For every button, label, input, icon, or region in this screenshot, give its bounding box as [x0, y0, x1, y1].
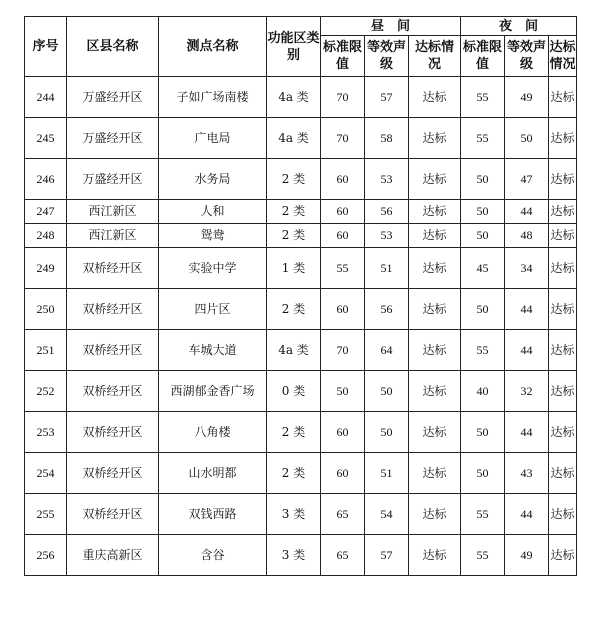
- cell-zone: 2 类: [267, 159, 321, 200]
- cell-district: [67, 330, 159, 371]
- cell-site: [159, 200, 267, 224]
- cell-day-standard: 70: [321, 330, 365, 371]
- cell-seq: 254: [25, 453, 67, 494]
- cell-site-text: 人和: [200, 204, 225, 218]
- cell-site-text: 车城大道: [188, 342, 237, 357]
- cell-site: [159, 371, 267, 412]
- cell-seq: 256: [25, 535, 67, 576]
- cell-district-text: 双桥经开区: [82, 301, 143, 316]
- header-day-status: 达标情况: [409, 36, 461, 77]
- cell-district-text: 双桥经开区: [82, 260, 143, 275]
- cell-night-level: 44: [505, 200, 549, 224]
- header-day-standard: 标准限值: [321, 36, 365, 77]
- cell-district: [67, 118, 159, 159]
- cell-day-standard: 60: [321, 159, 365, 200]
- cell-night-level: 44: [505, 289, 549, 330]
- noise-monitoring-table: [24, 16, 577, 576]
- cell-night-standard: 55: [461, 118, 505, 159]
- cell-day-standard: 60: [321, 200, 365, 224]
- cell-district: [67, 200, 159, 224]
- cell-night-status: 达标: [549, 453, 577, 494]
- cell-seq: 247: [25, 200, 67, 224]
- cell-district: [67, 77, 159, 118]
- cell-site: [159, 412, 267, 453]
- cell-day-status: 达标: [409, 535, 461, 576]
- cell-site: [159, 330, 267, 371]
- cell-night-level: 49: [505, 535, 549, 576]
- cell-district-text: 万盛经开区: [82, 130, 143, 145]
- cell-district-text: 西江新区: [88, 228, 137, 242]
- cell-district-text: 重庆高新区: [82, 547, 143, 562]
- cell-site-text: 广电局: [194, 130, 231, 145]
- cell-day-status: 达标: [409, 200, 461, 224]
- cell-day-status: 达标: [409, 289, 461, 330]
- cell-zone: 2 类: [267, 453, 321, 494]
- cell-night-status: 达标: [549, 371, 577, 412]
- table-row: [25, 453, 577, 494]
- cell-site: [159, 118, 267, 159]
- cell-site: [159, 289, 267, 330]
- cell-district-text: 西江新区: [88, 204, 137, 218]
- cell-night-level: 48: [505, 224, 549, 248]
- cell-site: [159, 453, 267, 494]
- cell-zone: 1 类: [267, 248, 321, 289]
- cell-day-status: 达标: [409, 224, 461, 248]
- cell-night-status: 达标: [549, 289, 577, 330]
- cell-day-status: 达标: [409, 412, 461, 453]
- cell-site-text: 实验中学: [188, 260, 237, 275]
- cell-night-level: 50: [505, 118, 549, 159]
- cell-zone: 2 类: [267, 412, 321, 453]
- cell-night-level: 43: [505, 453, 549, 494]
- cell-district-text: 双桥经开区: [82, 383, 143, 398]
- cell-night-standard: 50: [461, 224, 505, 248]
- cell-district-text: 双桥经开区: [82, 506, 143, 521]
- cell-day-standard: 70: [321, 118, 365, 159]
- table-row: [25, 224, 577, 248]
- header-night-level: 等效声级: [505, 36, 549, 77]
- cell-seq: 245: [25, 118, 67, 159]
- cell-day-level: 50: [365, 371, 409, 412]
- cell-zone: 4a 类: [267, 330, 321, 371]
- cell-day-standard: 65: [321, 535, 365, 576]
- cell-night-status: 达标: [549, 159, 577, 200]
- header-district: 区县名称: [67, 17, 159, 77]
- cell-site: [159, 494, 267, 535]
- header-night-standard: 标准限值: [461, 36, 505, 77]
- cell-night-status: 达标: [549, 200, 577, 224]
- table-row: [25, 118, 577, 159]
- cell-site: [159, 159, 267, 200]
- cell-district: [67, 224, 159, 248]
- cell-site-text: 山水明都: [188, 465, 237, 480]
- cell-district-text: 双桥经开区: [82, 342, 143, 357]
- cell-day-level: 58: [365, 118, 409, 159]
- cell-night-standard: 50: [461, 453, 505, 494]
- header-day: 昼 间: [321, 17, 461, 36]
- cell-zone: 2 类: [267, 200, 321, 224]
- cell-seq: 255: [25, 494, 67, 535]
- cell-zone: 4a 类: [267, 118, 321, 159]
- cell-day-standard: 60: [321, 224, 365, 248]
- cell-night-level: 47: [505, 159, 549, 200]
- cell-seq: 252: [25, 371, 67, 412]
- cell-night-status: 达标: [549, 412, 577, 453]
- cell-night-standard: 50: [461, 412, 505, 453]
- cell-day-status: 达标: [409, 248, 461, 289]
- cell-day-status: 达标: [409, 77, 461, 118]
- cell-day-standard: 60: [321, 412, 365, 453]
- cell-night-standard: 55: [461, 77, 505, 118]
- cell-district-text: 双桥经开区: [82, 465, 143, 480]
- cell-zone: 2 类: [267, 289, 321, 330]
- cell-night-status: 达标: [549, 224, 577, 248]
- cell-district: [67, 535, 159, 576]
- cell-day-standard: 70: [321, 77, 365, 118]
- table-row: [25, 77, 577, 118]
- cell-night-status: 达标: [549, 494, 577, 535]
- cell-district-text: 双桥经开区: [82, 424, 143, 439]
- cell-night-standard: 50: [461, 159, 505, 200]
- cell-zone: 3 类: [267, 535, 321, 576]
- cell-district-text: 万盛经开区: [82, 171, 143, 186]
- cell-day-status: 达标: [409, 494, 461, 535]
- table-row: [25, 494, 577, 535]
- cell-seq: 249: [25, 248, 67, 289]
- cell-night-level: 44: [505, 330, 549, 371]
- cell-day-level: 53: [365, 224, 409, 248]
- cell-day-level: 64: [365, 330, 409, 371]
- cell-zone: 4a 类: [267, 77, 321, 118]
- cell-seq: 253: [25, 412, 67, 453]
- cell-night-level: 32: [505, 371, 549, 412]
- cell-night-status: 达标: [549, 118, 577, 159]
- cell-district: [67, 289, 159, 330]
- cell-day-status: 达标: [409, 371, 461, 412]
- header-row-1: [25, 17, 577, 36]
- cell-site: [159, 535, 267, 576]
- cell-night-status: 达标: [549, 248, 577, 289]
- header-site: 测点名称: [159, 17, 267, 77]
- header-zone: 功能区类别: [267, 17, 321, 77]
- cell-night-level: 44: [505, 494, 549, 535]
- table-row: [25, 289, 577, 330]
- table-row: [25, 248, 577, 289]
- cell-day-level: 56: [365, 289, 409, 330]
- cell-day-level: 53: [365, 159, 409, 200]
- cell-night-level: 34: [505, 248, 549, 289]
- cell-district: [67, 453, 159, 494]
- cell-day-level: 51: [365, 453, 409, 494]
- cell-day-standard: 50: [321, 371, 365, 412]
- cell-district: [67, 494, 159, 535]
- cell-site: [159, 77, 267, 118]
- cell-site-text: 水务局: [194, 171, 231, 186]
- header-night-status: 达标情况: [549, 36, 577, 77]
- cell-day-standard: 60: [321, 453, 365, 494]
- table-row: [25, 371, 577, 412]
- cell-night-level: 49: [505, 77, 549, 118]
- cell-day-standard: 60: [321, 289, 365, 330]
- cell-zone: 3 类: [267, 494, 321, 535]
- cell-site-text: 鸳鸯: [200, 228, 225, 242]
- cell-day-status: 达标: [409, 453, 461, 494]
- cell-district: [67, 159, 159, 200]
- cell-night-level: 44: [505, 412, 549, 453]
- cell-district: [67, 248, 159, 289]
- cell-day-level: 56: [365, 200, 409, 224]
- cell-seq: 251: [25, 330, 67, 371]
- cell-day-level: 51: [365, 248, 409, 289]
- cell-night-status: 达标: [549, 535, 577, 576]
- cell-site-text: 子如广场南楼: [176, 89, 249, 104]
- cell-day-level: 50: [365, 412, 409, 453]
- cell-day-standard: 65: [321, 494, 365, 535]
- header-day-level: 等效声级: [365, 36, 409, 77]
- cell-night-standard: 45: [461, 248, 505, 289]
- cell-zone: 0 类: [267, 371, 321, 412]
- cell-night-status: 达标: [549, 330, 577, 371]
- cell-night-standard: 50: [461, 200, 505, 224]
- cell-day-status: 达标: [409, 118, 461, 159]
- cell-night-standard: 50: [461, 289, 505, 330]
- table-row: [25, 159, 577, 200]
- cell-day-level: 57: [365, 77, 409, 118]
- cell-day-standard: 55: [321, 248, 365, 289]
- cell-day-status: 达标: [409, 159, 461, 200]
- cell-site-text: 八角楼: [194, 424, 231, 439]
- table-body: [25, 77, 577, 576]
- cell-site-text: 四片区: [194, 301, 231, 316]
- cell-seq: 244: [25, 77, 67, 118]
- cell-night-standard: 55: [461, 535, 505, 576]
- table-row: [25, 535, 577, 576]
- cell-site-text: 含谷: [200, 547, 225, 562]
- header-night: 夜 间: [461, 17, 577, 36]
- cell-day-level: 54: [365, 494, 409, 535]
- cell-day-status: 达标: [409, 330, 461, 371]
- cell-seq: 250: [25, 289, 67, 330]
- cell-district-text: 万盛经开区: [82, 89, 143, 104]
- table-row: [25, 330, 577, 371]
- cell-night-standard: 55: [461, 494, 505, 535]
- cell-night-standard: 40: [461, 371, 505, 412]
- header-seq: 序号: [25, 17, 67, 77]
- cell-day-level: 57: [365, 535, 409, 576]
- cell-night-status: 达标: [549, 77, 577, 118]
- cell-district: [67, 371, 159, 412]
- cell-seq: 248: [25, 224, 67, 248]
- cell-site: [159, 248, 267, 289]
- table-row: [25, 200, 577, 224]
- cell-district: [67, 412, 159, 453]
- cell-site-text: 西湖郁金香广场: [170, 383, 255, 398]
- table-row: [25, 412, 577, 453]
- cell-zone: 2 类: [267, 224, 321, 248]
- cell-site-text: 双钱西路: [188, 506, 237, 521]
- cell-site: [159, 224, 267, 248]
- cell-night-standard: 55: [461, 330, 505, 371]
- cell-seq: 246: [25, 159, 67, 200]
